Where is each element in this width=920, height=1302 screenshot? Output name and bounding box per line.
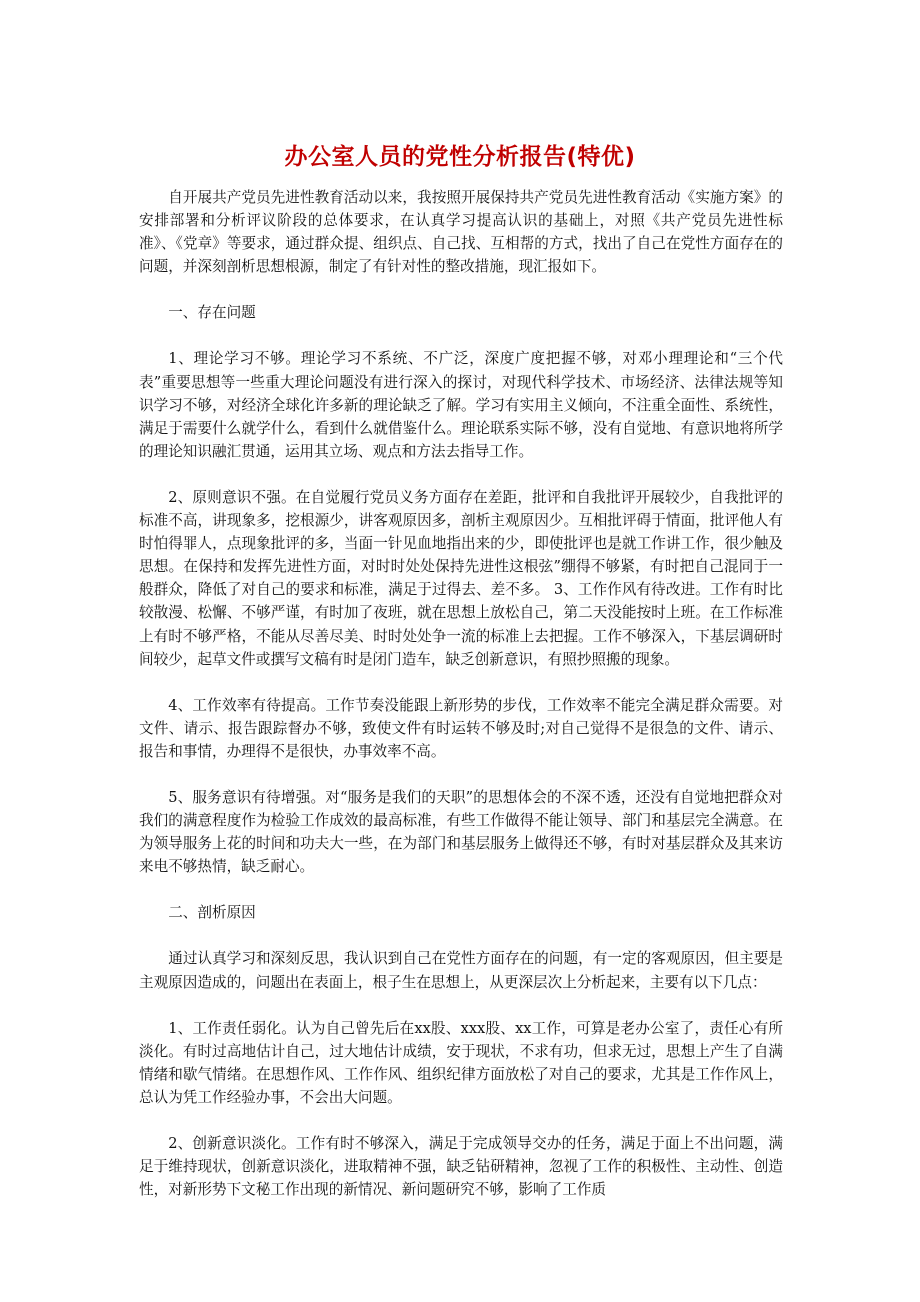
problem-item-1: 1、理论学习不够。理论学习不系统、不广泛，深度广度把握不够，对邓小理理论和“三个代表”重要思想等一些重大理论问题没有进行深入的探讨，对现代科学技术、市场经济、法律法规等知识学习不够，对经济全球化许多新的理论缺乏了解。学习有实用主义倾向，不注重全面性、系统性，满足于需要什么就学什么，看到什么就借鉴什么。理论联系实际不够，没有自觉地、有意识地将所学的理论知识融汇贯通，运用其立场、观点和方法去指导工作。 bbox=[139, 350, 783, 460]
section-heading-problems: 一、存在问题 bbox=[168, 304, 256, 322]
problem-item-5: 5、服务意识有待增强。对“服务是我们的天职”的思想体会的不深不透，还没有自觉地把群众对我们的满意程度作为检验工作成效的最高标准，有些工作做得不能让领导、部门和基层完全满意。在为领导服务上花的时间和功夫大一些，在为部门和基层服务上做得还不够，有时对基层群众及其来访来电不够热情，缺乏耐心。 bbox=[139, 788, 783, 876]
section-heading-causes: 二、剖析原因 bbox=[168, 904, 256, 922]
causes-intro-paragraph: 通过认真学习和深刻反思，我认识到自己在党性方面存在的问题，有一定的客观原因，但主要是主观原因造成的，问题出在表面上，根子生在思想上，从更深层次上分析起来，主要有以下几点： bbox=[139, 950, 783, 991]
document-title: 办公室人员的党性分析报告(特优) bbox=[284, 144, 636, 170]
cause-item-1: 1、工作责任弱化。认为自己曾先后在xx股、xxx股、xx工作，可算是老办公室了，责任心有所淡化。有时过高地估计自己，过大地估计成绩，安于现状，不求有功，但求无过，思想上产生了自满情绪和歇气情绪。在思想作风、工作作风、组织纪律方面放松了对自己的要求，尤其是工作作风上，总认为凭工作经验办事，不会出大问题。 bbox=[139, 1019, 783, 1106]
cause-item-2: 2、创新意识淡化。工作有时不够深入，满足于完成领导交办的任务，满足于面上不出问题，满足于维持现状，创新意识淡化，进取精神不强，缺乏钻研精神，忽视了工作的积极性、主动性、创造性，对新形势下文秘工作出现的新情况、新问题研究不够，影响了工作质 bbox=[139, 1135, 783, 1199]
problem-item-4: 4、工作效率有待提高。工作节奏没能跟上新形势的步伐，工作效率不能完全满足群众需要。对文件、请示、报告跟踪督办不够，致使文件有时运转不够及时;对自己觉得不是很急的文件、请示、报告和事情，办理得不是很快，办事效率不高。 bbox=[139, 696, 783, 760]
intro-paragraph: 自开展共产党员先进性教育活动以来，我按照开展保持共产党员先进性教育活动《实施方案》的安排部署和分析评议阶段的总体要求，在认真学习提高认识的基础上，对照《共产党员先进性标准》、《党章》等要求，通过群众提、组织点、自己找、互相帮的方式，找出了自己在党性方面存在的问题，并深刻剖析思想根源，制定了有针对性的整改措施，现汇报如下。 bbox=[139, 189, 783, 276]
document-body bbox=[139, 186, 783, 1224]
problem-item-2-3: 2、原则意识不强。在自觉履行党员义务方面存在差距，批评和自我批评开展较少，自我批评的标准不高，讲现象多，挖根源少，讲客观原因多，剖析主观原因少。互相批评碍于情面，批评他人有时怕得罪人，点现象批评的多，当面一针见血地指出来的少，即使批评也是就工作讲工作，很少触及思想。在保持和发挥先进性方面，对时时处处保持先进性这根弦”绷得不够紧，有时把自己混同于一般群众，降低了对自己的要求和标准，满足于过得去、差不多。 3、工作作风有待改进。工作有时比较散漫、松懈、不够严谨，有时加了夜班，就在思想上放松自己，第二天没能按时上班。在工作标准上有时不够严格，不能从尽善尽美、时时处处争一流的标准上去把握。工作不够深入，下基层调研时间较少，起草文件或撰写文稿有时是闭门造车，缺乏创新意识，有照抄照搬的现象。 bbox=[139, 488, 783, 668]
